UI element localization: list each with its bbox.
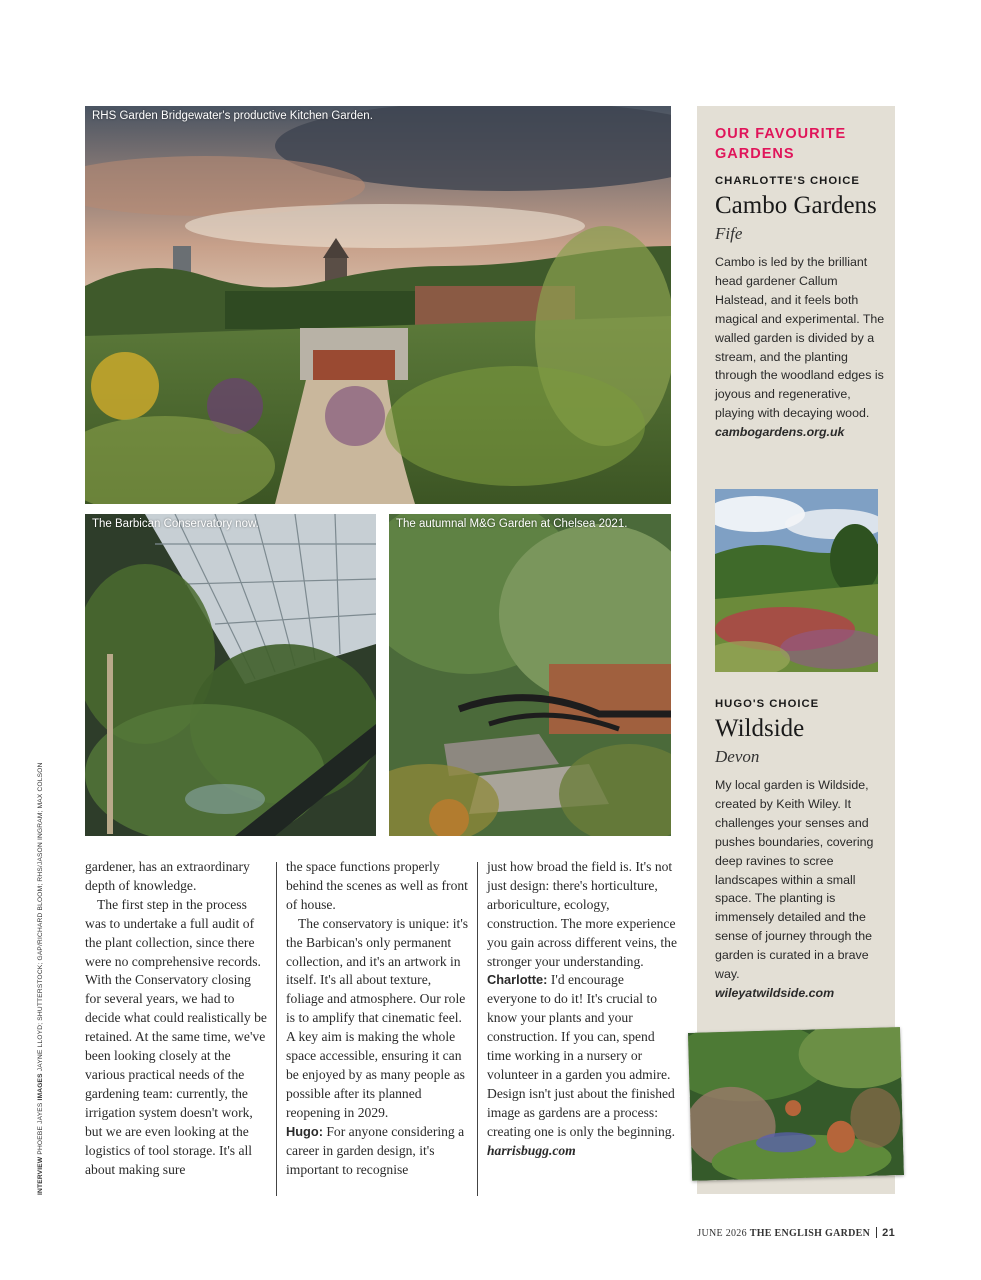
hugo-choice-label: HUGO'S CHOICE bbox=[715, 698, 820, 710]
cambo-garden-name: Cambo Gardens bbox=[715, 192, 877, 219]
wildside-link[interactable]: wileyatwildside.com bbox=[715, 985, 835, 1000]
cambo-description bbox=[715, 253, 887, 442]
magazine-name: THE ENGLISH GARDEN bbox=[749, 1228, 871, 1239]
wildside-location: Devon bbox=[715, 747, 760, 766]
sidebar-title: OUR FAVOURITE GARDENS bbox=[715, 126, 847, 162]
page-number: 21 bbox=[882, 1227, 895, 1239]
wildside-text: My local garden is Wildside, created by Keith Wiley. It challenges your senses and pushes boundaries, covering deep ravines to scree landscapes within a small space. The planting is immensely detailed and the sense of journey through the garden is curated in a brave way. bbox=[715, 778, 874, 982]
cambo-location: Fife bbox=[715, 224, 743, 243]
footer-divider bbox=[876, 1227, 877, 1238]
col3-paragraph-1: just how broad the field is. It's not just design: there's horticulture, arboriculture, ecology, construction. The more experience you gain across different veins, the stronger your understanding. bbox=[487, 859, 678, 969]
article-column-1 bbox=[85, 858, 269, 1179]
col3-paragraph-2-text: I'd encourage everyone to do it! It's crucial to know your plants and your construction. If you can, spend time working in a nursery or volunteer in a garden you admire. Design isn't just about the finished image as gardens are a process: creating one is only the beginning. bbox=[487, 972, 676, 1139]
col2-paragraph-3-text: For anyone considering a career in garden design, it's important to recognise bbox=[286, 1123, 465, 1177]
harrisbugg-link[interactable]: harrisbugg.com bbox=[487, 1142, 576, 1158]
credit-images-label: IMAGES bbox=[37, 1073, 44, 1101]
col2-paragraph-2: The conservatory is unique: it's the Barbican's only permanent collection, and it's an artwork in itself. It's all about texture, foliage and atmosphere. Our role is to amplify that cinematic feel. A key aim is making the whole space accessible, ensuring it can be enjoyed by as many people as possible after its planned reopening in 2029. bbox=[286, 915, 469, 1120]
page-footer bbox=[697, 1227, 895, 1239]
kitchen-garden-caption: RHS Garden Bridgewater's productive Kitchen Garden. bbox=[92, 110, 373, 122]
chelsea-caption: The autumnal M&G Garden at Chelsea 2021. bbox=[396, 518, 628, 530]
issue-date: JUNE 2026 bbox=[697, 1228, 747, 1239]
col3-paragraph-2 bbox=[487, 971, 677, 1141]
wildside-garden-name: Wildside bbox=[715, 715, 805, 742]
column-rule-1 bbox=[276, 862, 277, 1196]
col2-paragraph-3 bbox=[286, 1123, 470, 1180]
barbican-caption: The Barbican Conservatory now. bbox=[92, 518, 259, 530]
barbican-conservatory-photo bbox=[85, 514, 376, 836]
article-column-3 bbox=[487, 858, 677, 1161]
column-rule-2 bbox=[477, 862, 478, 1196]
speaker-charlotte: Charlotte: bbox=[487, 972, 548, 988]
photo-credit bbox=[37, 735, 44, 1195]
wildside-description bbox=[715, 776, 887, 1003]
cambo-text: Cambo is led by the brilliant head gardener Callum Halstead, and it feels both magical and experimental. The walled garden is divided by a stream, and the planting through the woodland edges is joyous and regenerative, playing with decaying wood. bbox=[715, 255, 885, 421]
wildside-photo bbox=[688, 1027, 904, 1181]
charlotte-choice-label: CHARLOTTE'S CHOICE bbox=[715, 175, 860, 187]
kitchen-garden-photo bbox=[85, 106, 671, 504]
credit-interview-label: INTERVIEW bbox=[37, 1156, 44, 1195]
chelsea-garden-photo bbox=[389, 514, 671, 836]
credit-images-names: JAYNE LLOYD; SHUTTERSTOCK; GAP/RICHARD BLOOM; RHS/JASON INGRAM; MAX COLSON bbox=[37, 762, 44, 1072]
cambo-gardens-photo bbox=[715, 489, 878, 672]
credit-interview-name: PHOEBE JAYES bbox=[37, 1102, 44, 1155]
col2-paragraph-1: the space functions properly behind the scenes as well as front of house. bbox=[286, 859, 468, 912]
cambo-link[interactable]: cambogardens.org.uk bbox=[715, 425, 845, 440]
col1-paragraph-1: gardener, has an extraordinary depth of knowledge. bbox=[85, 859, 250, 893]
col1-paragraph-2: The first step in the process was to undertake a full audit of the plant collection, since there were no comprehensive records. With the Conservatory closing for several years, we had to decide what could realistically be retained. At the same time, we've been looking closely at the various practical needs of the gardening team: currently, the irrigation system doesn't work, but we are even looking at the logistics of tool storage. It's all about making sure bbox=[85, 896, 267, 1177]
speaker-hugo: Hugo: bbox=[286, 1123, 323, 1139]
article-column-2 bbox=[286, 858, 470, 1179]
